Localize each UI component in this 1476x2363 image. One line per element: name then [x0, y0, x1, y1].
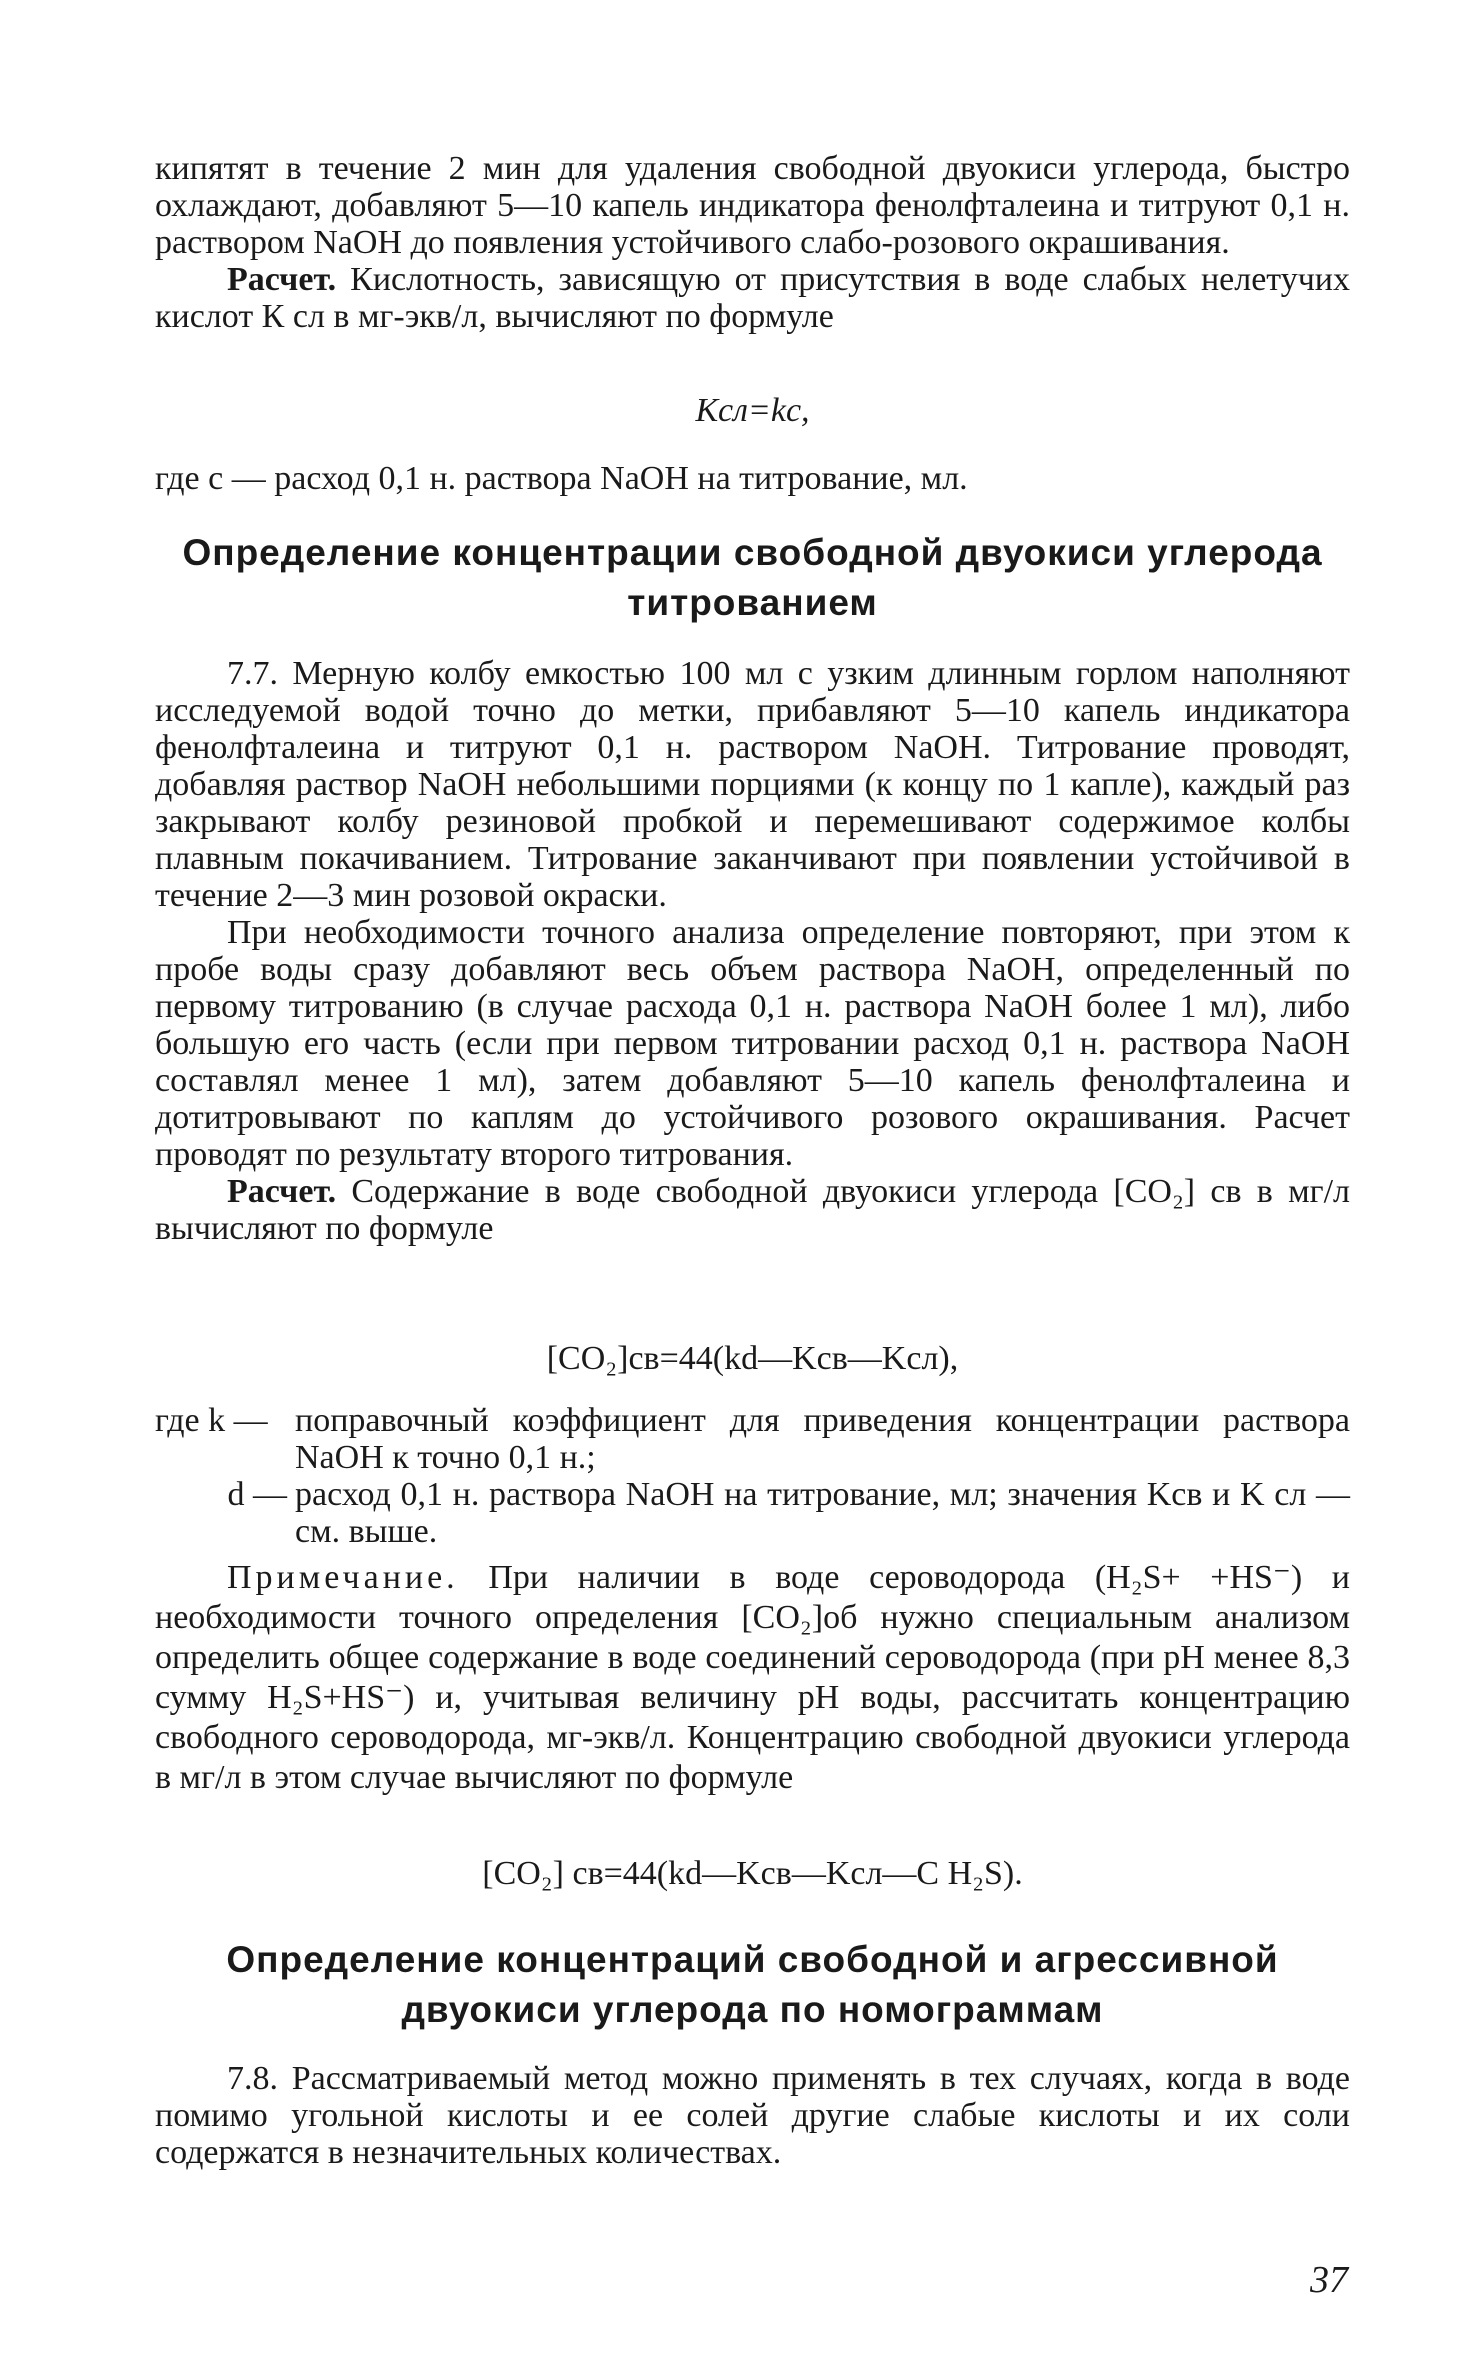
calc-text-2: Содержание в воде свободной двуокиси углерода [CO₂] св в мг/л вычисляют по формуле	[155, 1173, 1350, 1247]
section-heading-titration: Определение концентрации свободной двуокиси углерода титрованием	[182, 532, 1323, 623]
paragraph-calculation-1	[155, 261, 1350, 335]
definitions-list	[155, 1402, 1350, 1550]
definition-k: где k — поправочный коэффициент для приведения концентрации раствора NaOH к точно 0,1 н.;	[155, 1402, 1350, 1476]
paragraph-7-8: 7.8. Рассматриваемый метод можно применять в тех случаях, когда в воде помимо угольной кислоты и ее солей другие слабые кислоты и их соли содержатся в незначительных количествах.	[155, 2060, 1350, 2171]
formula-2: [CO₂]св=44(kd—Kсв—Kсл),	[546, 1340, 959, 1377]
note-label: Примечание.	[227, 1559, 459, 1596]
formula-1: Кcл=kc,	[695, 392, 810, 429]
calc-text: Кислотность, зависящую от присутствия в воде слабых нелетучих кислот К сл в мг-экв/л, вычисляют по формуле	[155, 261, 1350, 335]
note-text: При наличии в воде сероводорода (H₂S+ +HS⁻) и необходимости точного определения [CO₂]об нужно специальным анализом определить общее содержание в воде соединений сероводорода (при pH менее 8,3 сумму H₂S+HS⁻) и, учитывая величину pH воды, рассчитать концентрацию свободного сероводорода, мг-экв/л. Концентрацию свободной двуокиси углерода в мг/л в этом случае вычисляют по формуле	[155, 1559, 1350, 1796]
paragraph-continuation: кипятят в течение 2 мин для удаления свободной двуокиси углерода, быстро охлаждают, добавляют 5—10 капель индикатора фенолфталеина и титруют 0,1 н. раствором NaOH до появления устойчивого слабо-розового окрашивания.	[155, 150, 1350, 261]
text-block-bottom	[155, 2060, 1350, 2171]
text-block-top	[155, 150, 1350, 335]
paragraph-repeat-analysis: При необходимости точного анализа определение повторяют, при этом к пробе воды сразу добавляют весь объем раствора NaOH, определенный по первому титрованию (в случае расхода 0,1 н. раствора NaOH более 1 мл), либо большую его часть (если при первом титровании расход 0,1 н. раствора NaOH составлял менее 1 мл), затем добавляют 5—10 капель фенолфталеина и дотитровывают по каплям до устойчивого розового окрашивания. Расчет проводят по результату второго титрования.	[155, 914, 1350, 1173]
calc-label-2: Расчет.	[227, 1173, 337, 1210]
section-heading-nomograms: Определение концентраций свободной и агрессивной двуокиси углерода по номограммам	[226, 1939, 1279, 2030]
calc-label: Расчет.	[227, 261, 337, 298]
page-number: 37	[1310, 2259, 1348, 2301]
note-block	[155, 1558, 1350, 1798]
text-block-middle	[155, 655, 1350, 1247]
paragraph-7-7: 7.7. Мерную колбу емкостью 100 мл с узким длинным горлом наполняют исследуемой водой точно до метки, прибавляют 5—10 капель индикатора фенолфталеина и титруют 0,1 н. раствором NaOH. Титрование проводят, добавляя раствор NaOH небольшими порциями (к концу по 1 капле), каждый раз закрывают колбу резиновой пробкой и перемешивают содержимое колбы плавным покачиванием. Титрование заканчивают при появлении устойчивой в течение 2—3 мин розовой окраски.	[155, 655, 1350, 914]
definition-c: где c — расход 0,1 н. раствора NaOH на титрование, мл.	[155, 460, 968, 497]
formula-3: [CO₂] св=44(kd—Kсв—Kсл—C H₂S).	[482, 1855, 1023, 1892]
definition-d: d — расход 0,1 н. раствора NaOH на титрование, мл; значения Kсв и K сл — см. выше.	[227, 1476, 1350, 1550]
paragraph-calculation-2	[155, 1173, 1350, 1247]
